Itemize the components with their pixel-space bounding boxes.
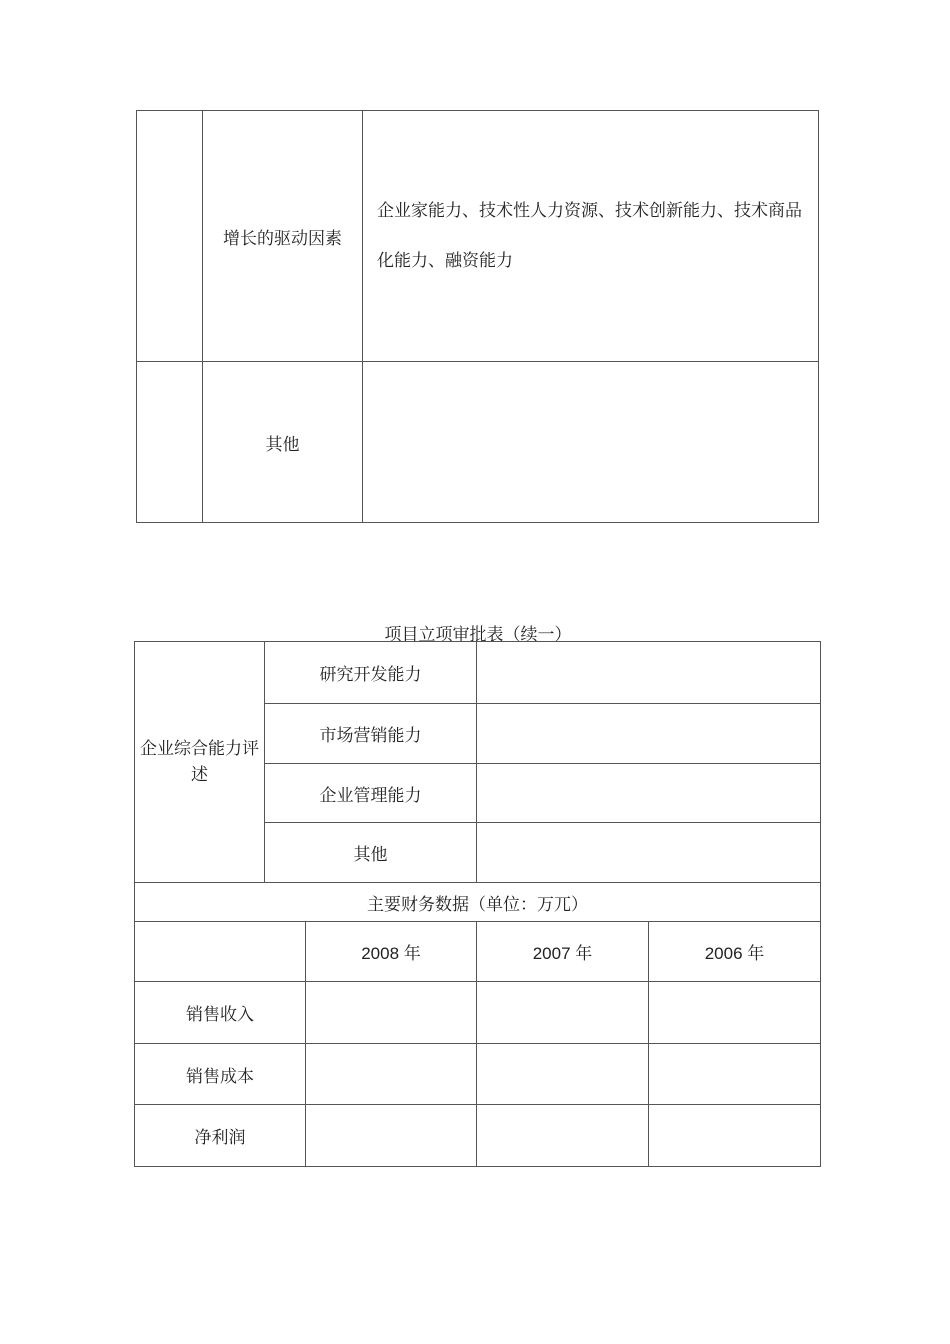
metric-value[interactable] [477,1105,649,1167]
ability-value[interactable] [477,823,821,883]
metric-value[interactable] [306,1044,477,1105]
ability-row [135,642,821,704]
year-header: 2006 年 [649,922,821,982]
table-row [137,362,819,523]
ability-value[interactable] [477,764,821,823]
blank-cell [135,922,306,982]
ability-value[interactable] [477,642,821,704]
table-row [137,111,819,362]
row-content [363,362,819,523]
metric-label: 销售收入 [135,982,306,1044]
year-header: 2007 年 [477,922,649,982]
ability-label: 市场营销能力 [265,704,477,764]
metric-row [135,1105,821,1167]
blank-cell [137,111,203,362]
finance-header-row [135,883,821,922]
metric-value[interactable] [649,982,821,1044]
finance-header: 主要财务数据（单位：万兀） [135,883,821,922]
blank-cell [137,362,203,523]
metric-value[interactable] [649,1044,821,1105]
metric-value[interactable] [477,1044,649,1105]
year-header: 2008 年 [306,922,477,982]
growth-factors-table [136,110,819,523]
metric-label: 销售成本 [135,1044,306,1105]
metric-row [135,982,821,1044]
years-row [135,922,821,982]
row-label: 其他 [203,362,363,523]
ability-value[interactable] [477,704,821,764]
project-approval-table [134,641,821,1167]
ability-label: 研究开发能力 [265,642,477,704]
metric-value[interactable] [649,1105,821,1167]
metric-value[interactable] [306,982,477,1044]
metric-row [135,1044,821,1105]
table-caption: 项目立项审批表（续一） [384,625,572,645]
row-content: 企业家能力、技术性人力资源、技术创新能力、技术商品化能力、融资能力 [363,111,819,362]
metric-label: 净利润 [135,1105,306,1167]
ability-label: 企业管理能力 [265,764,477,823]
section-label: 企业综合能力评述 [135,642,265,883]
ability-label: 其他 [265,823,477,883]
metric-value[interactable] [306,1105,477,1167]
metric-value[interactable] [477,982,649,1044]
row-label: 增长的驱动因素 [203,111,363,362]
